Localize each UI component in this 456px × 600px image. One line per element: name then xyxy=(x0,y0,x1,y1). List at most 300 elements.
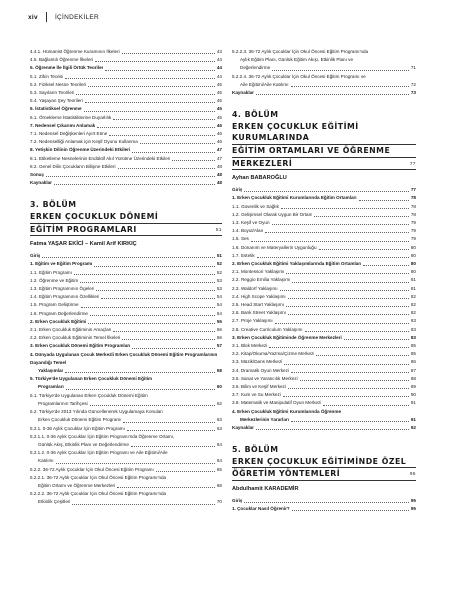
toc-entry[interactable] xyxy=(30,105,222,113)
dot-leader xyxy=(105,70,214,71)
dot-leader xyxy=(94,266,215,267)
toc-entry-title: 5.2.2. 36-72 Aylık Çocuklar İçin Okul Öncesi Eğitim Programı xyxy=(30,466,154,472)
dot-leader xyxy=(74,274,215,275)
toc-entry-title: 2.1. Erken Çocukluk Eğitiminin Amaçları xyxy=(30,327,112,333)
toc-entry-title-continued: Aile Eğitimi/Aile Katılımı xyxy=(240,81,289,87)
dot-leader xyxy=(113,331,214,332)
toc-entry-page: 85 xyxy=(410,351,416,357)
dot-leader xyxy=(85,102,215,103)
toc-entry-line: 5.2.2.3. 36-72 Aylık Çocuklar İçin Okul Öncesi Eğitim Programı'nda xyxy=(232,49,369,54)
toc-entry[interactable] xyxy=(232,424,416,432)
toc-entry-title: 2.8. Creative Curriculum Yaklaşımı xyxy=(232,326,303,332)
toc-entry-title: 7.2. Nedenselliği Anlamak için Keşif Oyunu Kullanma xyxy=(30,139,138,145)
chapter-title-last-line xyxy=(30,224,222,237)
dot-leader xyxy=(88,86,215,87)
chapter-heading xyxy=(232,109,416,170)
dot-leader xyxy=(292,510,409,511)
toc-entry-title: 3. Erken Çocukluk Eğitiminde Öğrenme Merkezleri xyxy=(232,334,342,340)
toc-entry[interactable] xyxy=(232,416,416,424)
toc-entry-page: 73 xyxy=(410,90,416,96)
toc-entry[interactable] xyxy=(30,334,222,342)
toc-entry-title: 8.1. Etiketleme Nesnelerinin Endüktif Akıl Yürütme Üzerindeki Etkileri xyxy=(30,155,171,161)
dot-leader xyxy=(123,422,214,423)
toc-entry-page: 95 xyxy=(410,498,416,504)
toc-entry-page: 46 xyxy=(216,122,222,128)
toc-entry[interactable] xyxy=(30,293,222,301)
toc-entry-page: 54 xyxy=(216,310,222,316)
toc-entry-page: 92 xyxy=(410,425,416,431)
toc-entry-page: 56 xyxy=(216,327,222,333)
toc-entry-line: 5.2.2.4. 36-72 Aylık Çocuklar İçin Okul Öncesi Eğitim Programı ve xyxy=(232,73,366,79)
toc-entry[interactable] xyxy=(232,350,416,358)
toc-entry-page: 80 xyxy=(410,261,416,267)
toc-entry-page: 62 xyxy=(216,400,222,406)
toc-entry-title: 5.4. Yaşayan Şey Teorileri xyxy=(30,98,83,104)
toc-entry[interactable] xyxy=(30,326,222,334)
dot-leader xyxy=(46,176,215,177)
toc-entry-page: 51 xyxy=(216,253,222,259)
toc-entry-title: 2. Erken Çocukluk Eğitimi xyxy=(30,318,87,324)
toc-entry[interactable] xyxy=(232,186,416,194)
toc-entry-title: 5.2.1. 0-36 Aylık Çocuklar İçin Eğitim Programı xyxy=(30,425,125,431)
dot-leader xyxy=(90,405,215,406)
toc-entry-title: 1.6. Donanım ve Materyallerin Uygunluğu xyxy=(232,244,317,250)
toc-entry-title: 7. Nedensel Çıkarımı Anlamak xyxy=(30,122,96,128)
dot-leader xyxy=(65,78,215,79)
toc-entry-line: 5.2.1.1. 0-36 Aylık Çocuklar İçin Eğitim Programı'nda Öğrenme Ortamı, xyxy=(30,433,175,439)
toc-entry-title: 1.3. Eğitim Programının Ögeleri xyxy=(30,286,95,292)
toc-left-column xyxy=(30,48,222,507)
toc-entry[interactable] xyxy=(232,64,416,72)
toc-entry[interactable] xyxy=(30,146,222,154)
toc-entry[interactable] xyxy=(30,122,222,130)
toc-entry-title: 2.5. Head Start Yaklaşımı xyxy=(232,302,284,308)
toc-entry-title: 1. Erken Çocukluk Eğitimi Kurumlarında Eğitim Ortamları xyxy=(232,195,357,201)
toc-entry[interactable] xyxy=(232,391,416,399)
toc-entry-line: 5.2.1.2. 0-36 Aylık Çocuklar İçin Eğitim Programı ve Aile Eğitimi/Aile xyxy=(30,450,168,456)
dot-leader xyxy=(280,290,409,291)
dot-leader xyxy=(291,86,409,87)
dot-leader xyxy=(291,421,409,422)
toc-entry[interactable] xyxy=(30,482,222,490)
toc-entry-title: Giriş xyxy=(232,187,243,193)
dot-leader xyxy=(288,298,409,299)
toc-entry[interactable] xyxy=(30,81,222,89)
toc-entry-line: 4. Dünyada Uygulanan Çocuk Merkezli Erken Çocukluk Dönemi Eğitim Programlarının Dayandığı Temel xyxy=(30,351,218,365)
toc-entry-title: 1. Eğitim ve Eğitim Programı xyxy=(30,261,93,267)
toc-entry-title: 2.6. Bank Street Yaklaşımı xyxy=(232,310,286,316)
toc-entry-title: 4.4.1. Hümanist Öğrenme Kuramının İlkeleri xyxy=(30,49,120,54)
toc-entry-title: 4.5. Bağlantılı Öğrenme İlkeleri xyxy=(30,57,94,63)
toc-entry-page: 87 xyxy=(410,367,416,373)
toc-entry[interactable] xyxy=(232,383,416,391)
toc-entry-title: 2.2. Erken Çocukluk Eğitiminin Temel İlkeleri xyxy=(30,335,121,341)
toc-entry[interactable] xyxy=(232,276,416,284)
toc-entry-page: 81 xyxy=(410,277,416,283)
toc-entry-page: 77 xyxy=(410,187,416,193)
dot-leader xyxy=(84,111,215,112)
toc-entry[interactable] xyxy=(30,498,222,506)
dot-leader xyxy=(257,257,409,258)
toc-entry[interactable] xyxy=(30,138,222,146)
toc-entry[interactable] xyxy=(232,235,416,243)
dot-leader xyxy=(316,355,409,356)
toc-entry-title: 7.1. Nedensel Değişkenleri Ayırt Etme xyxy=(30,131,108,137)
chapter-title-line: EĞİTİM PROGRAMLARI xyxy=(30,224,137,234)
toc-entry-title: 3.4. Dramatik Oyun Merkezi xyxy=(232,367,289,373)
dot-leader xyxy=(281,208,409,209)
toc-entry-page: 78 xyxy=(410,203,416,209)
dot-leader xyxy=(80,282,215,283)
dot-leader xyxy=(283,396,409,397)
toc-entry-page: 89 xyxy=(410,384,416,390)
toc-entry[interactable] xyxy=(232,367,416,375)
dot-leader xyxy=(54,184,215,185)
chapter-title-line: 3. BÖLÜM xyxy=(30,200,77,210)
toc-entry-page: 65 xyxy=(216,466,222,472)
toc-entry-page: 56 xyxy=(216,335,222,341)
toc-entry-title: 6. İstatistiksel Öğrenme xyxy=(30,106,82,112)
dot-leader xyxy=(96,290,215,291)
toc-entry-title-continued: Katılımı xyxy=(38,458,54,464)
toc-entry[interactable] xyxy=(30,89,222,97)
dot-leader xyxy=(140,143,215,144)
toc-entry-line: 5.1. Türkiye'de Uygulanan Erken Çocukluk Dönemi Eğitim xyxy=(30,392,148,398)
toc-entry[interactable] xyxy=(30,466,222,474)
dot-leader xyxy=(284,364,409,365)
toc-entry[interactable] xyxy=(232,342,416,350)
toc-entry-page: 48 xyxy=(216,163,222,169)
toc-entry[interactable] xyxy=(232,309,416,317)
dot-leader xyxy=(323,405,409,406)
toc-entry-page: 54 xyxy=(216,302,222,308)
toc-entry[interactable] xyxy=(30,97,222,105)
toc-entry-title: 1.5. Ses xyxy=(232,236,249,242)
toc-entry[interactable] xyxy=(30,301,222,309)
toc-entry-page: 79 xyxy=(410,236,416,242)
toc-entry-title-continued: Programlarının Tarihçesi xyxy=(38,400,88,406)
toc-entry-title: 8. Yetişkin Dilinin Öğrenme Üzerindeki Etkileri xyxy=(30,147,131,153)
toc-entry-title: 1.6. Program Değerlendirme xyxy=(30,310,88,316)
toc-entry-title-continued: Programları xyxy=(38,384,64,390)
toc-entry-page: 85 xyxy=(410,343,416,349)
toc-entry-page: 95 xyxy=(410,506,416,512)
toc-entry-page: 45 xyxy=(216,90,222,96)
toc-entry[interactable] xyxy=(30,171,222,179)
dot-leader xyxy=(156,471,215,472)
toc-entry[interactable] xyxy=(30,441,222,449)
toc-entry-page: 80 xyxy=(410,244,416,250)
dot-leader xyxy=(81,307,215,308)
toc-entry-page: 82 xyxy=(410,293,416,299)
toc-entry-title: 3. Erken Çocukluk Dönemi Eğitim Programları xyxy=(30,343,131,349)
toc-entry[interactable] xyxy=(232,81,416,89)
toc-entry[interactable] xyxy=(30,56,222,64)
dot-leader xyxy=(314,216,408,217)
toc-entry-title: 5.2. Fiziksel Nesne Teorileri xyxy=(30,81,87,87)
toc-entry-page: 83 xyxy=(410,334,416,340)
toc-entry[interactable] xyxy=(232,301,416,309)
dot-leader xyxy=(256,94,409,95)
toc-entry[interactable] xyxy=(30,269,222,277)
toc-entry-title-continued: Erken Çocukluk Dönemi Eğitim Programı xyxy=(38,417,122,423)
chapter-title-line: ÖĞRETİM YÖNTEMLERİ xyxy=(232,469,341,479)
toc-entry-title-continued: Günlük Akış, Etkinlik Planı ve Değerlendirme xyxy=(38,441,129,447)
toc-entry-page: 68 xyxy=(216,482,222,488)
dot-leader xyxy=(172,160,215,161)
dot-leader xyxy=(244,502,408,503)
toc-entry-title: 1.2. Gelişimsel Olarak Uygun Bir Ortam xyxy=(232,211,313,217)
dot-leader xyxy=(117,487,215,488)
dot-leader xyxy=(272,70,409,71)
toc-entry-page: 44 xyxy=(216,65,222,71)
toc-entry[interactable] xyxy=(30,260,222,268)
toc-entry[interactable] xyxy=(232,244,416,252)
toc-entry[interactable] xyxy=(232,285,416,293)
dot-leader xyxy=(95,61,215,62)
chapter-page: 77 xyxy=(409,160,416,166)
toc-entry-title: 1. Çocuklar Nasıl Öğrenir? xyxy=(232,506,290,512)
toc-entry-page: 78 xyxy=(410,211,416,217)
toc-entry-title: 5.1. Zihin Teorisi xyxy=(30,73,64,79)
toc-entry-page: 54 xyxy=(216,294,222,300)
toc-entry-title: 5.3. Sayıların Teorileri xyxy=(30,90,75,96)
toc-entry-title: 1.7. Estetik xyxy=(232,252,255,258)
toc-entry-title: 1.4. Eğitim Programının Özellikleri xyxy=(30,294,100,300)
toc-entry[interactable] xyxy=(232,260,416,268)
dot-leader xyxy=(319,249,409,250)
dot-leader xyxy=(65,372,215,373)
dot-leader xyxy=(305,331,409,332)
dot-leader xyxy=(66,389,215,390)
toc-entry[interactable] xyxy=(30,73,222,81)
toc-entry-page: 52 xyxy=(216,261,222,267)
toc-entry[interactable] xyxy=(232,203,416,211)
toc-entry-title: 3.7. Kum ve Su Merkezi xyxy=(232,392,281,398)
dot-leader xyxy=(132,152,215,153)
toc-entry[interactable] xyxy=(232,268,416,276)
toc-entry[interactable] xyxy=(30,155,222,163)
toc-entry-title: 3.2. Kitap/Okuma/Yazma/Çizme Merkezi xyxy=(232,351,315,357)
toc-entry-title: 2.7. Proje Yaklaşımı xyxy=(232,318,273,324)
toc-entry-title: 3.5. Sanat ve Yaratıcılık Merkezi xyxy=(232,375,298,381)
dot-leader xyxy=(90,315,215,316)
toc-entry-page: 48 xyxy=(216,172,222,178)
chapter-title-line: ERKEN ÇOCUKLUK EĞİTİMİ KURUMLARINDA xyxy=(232,121,416,145)
dot-leader xyxy=(251,241,409,242)
toc-entry-page: 88 xyxy=(410,375,416,381)
dot-leader xyxy=(269,347,409,348)
toc-entry-page: 82 xyxy=(410,310,416,316)
header-divider xyxy=(46,12,47,22)
toc-entry[interactable] xyxy=(30,457,222,465)
dot-leader xyxy=(288,388,409,389)
toc-entry[interactable] xyxy=(232,375,416,383)
chapter-authors: Fatma YAŞAR EKİCİ – Kamil Arif KIRKIÇ xyxy=(30,241,137,248)
toc-entry-line: 5.2.2.1. 36-72 Aylık Çocuklar İçin Okul Öncesi Eğitim Programı'nda xyxy=(30,474,167,480)
toc-entry-title: 1.5. Program Geliştirme xyxy=(30,302,79,308)
toc-entry-page: 44 xyxy=(216,73,222,79)
toc-entry[interactable] xyxy=(232,505,416,513)
toc-entry-title-continued: Etkinlik Çeşitleri xyxy=(38,499,71,505)
toc-entry-title-continued: Yaklaşımlar xyxy=(38,368,64,374)
toc-entry-page: 46 xyxy=(216,131,222,137)
toc-entry[interactable] xyxy=(30,342,222,350)
toc-entry[interactable] xyxy=(30,179,222,187)
toc-entry-title-continued: Merkezlerinin Yararları xyxy=(240,416,289,422)
toc-entry-title: 1.2. Öğrenme ve Eğitim xyxy=(30,277,79,283)
dot-leader xyxy=(113,119,215,120)
dot-leader xyxy=(300,380,409,381)
toc-entry[interactable] xyxy=(232,399,416,407)
toc-entry-page: 44 xyxy=(216,57,222,63)
toc-entry[interactable] xyxy=(232,326,416,334)
toc-entry-page: 64 xyxy=(216,441,222,447)
toc-entry[interactable] xyxy=(30,48,222,56)
toc-entry-title: 3.1. Blok Merkezi xyxy=(232,343,268,349)
toc-entry-page: 81 xyxy=(410,285,416,291)
chapter-page: 95 xyxy=(409,471,416,477)
chapter-title-last-line xyxy=(232,468,416,481)
toc-entry-title: Kaynaklar xyxy=(232,425,254,431)
toc-entry[interactable] xyxy=(30,383,222,391)
chapter-title-last-line xyxy=(232,158,416,171)
dot-leader xyxy=(359,200,409,201)
toc-entry-page: 78 xyxy=(410,195,416,201)
toc-entry[interactable] xyxy=(30,163,222,171)
dot-leader xyxy=(56,463,215,464)
toc-entry[interactable] xyxy=(232,89,416,97)
chapter-title-line: EĞİTİM ORTAMLARI VE ÖĞRENME xyxy=(232,145,416,158)
toc-entry-page: 86 xyxy=(410,359,416,365)
toc-entry[interactable] xyxy=(30,367,222,375)
toc-entry-page: 45 xyxy=(216,98,222,104)
toc-entry-title: 2.2. Reggio Emilia Yaklaşımı xyxy=(232,277,291,283)
toc-entry-line: Aylık Eğitim Planı, Günlük Eğitim Akışı, Etkinlik Planı ve xyxy=(240,57,354,63)
toc-entry[interactable] xyxy=(30,114,222,122)
dot-leader xyxy=(292,282,409,283)
toc-entry-title: 5. Öğrenme İle İlgili Örtük Teoriler xyxy=(30,65,104,71)
toc-entry[interactable] xyxy=(232,334,416,342)
dot-leader xyxy=(265,232,409,233)
chapter-heading xyxy=(232,444,416,481)
toc-entry-title: 1.1. Eğitim Programı xyxy=(30,269,72,275)
chapter-authors: Abdulhamit KARADEMİR xyxy=(232,486,299,493)
toc-entry-page: 90 xyxy=(410,392,416,398)
toc-entry-page: 48 xyxy=(216,180,222,186)
running-header xyxy=(28,10,99,24)
toc-entry-page: 80 xyxy=(410,269,416,275)
dot-leader xyxy=(88,323,214,324)
toc-entry[interactable] xyxy=(30,130,222,138)
chapter-page: 51 xyxy=(215,226,222,232)
dot-leader xyxy=(122,53,215,54)
toc-entry-title: 2.3. Waldorf Yaklaşımı xyxy=(232,285,278,291)
chapter-authors: Ayhan BABAROĞLU xyxy=(232,175,287,182)
toc-entry-page: 80 xyxy=(410,252,416,258)
toc-entry-title: 1.1. Güvenlik ve Sağlık xyxy=(232,203,279,209)
toc-entry-page: 47 xyxy=(216,155,222,161)
toc-entry-title: 1.3. Keşif ve Oyun xyxy=(232,220,270,225)
toc-entry[interactable] xyxy=(232,252,416,260)
toc-entry-line: 5. Türkiye'de Uygulanan Erken Çocukluk Dönemi Eğitim xyxy=(30,376,153,382)
toc-entry-page: 45 xyxy=(216,114,222,120)
toc-entry-title: 6.1. Örneklerne İstatistiklerine Duyarlılık xyxy=(30,114,112,120)
toc-entry-page: 63 xyxy=(216,417,222,423)
dot-leader xyxy=(344,339,409,340)
toc-entry-page: 55 xyxy=(216,318,222,324)
toc-entry-page: 71 xyxy=(410,65,416,71)
toc-entry-page: 60 xyxy=(216,384,222,390)
toc-entry-title: 2. Erken Çocukluk Eğitimi Yaklaşımlarında Eğitim Ortamları xyxy=(232,261,362,267)
toc-entry-page: 79 xyxy=(410,220,416,225)
dot-leader xyxy=(244,191,408,192)
toc-entry-page: 45 xyxy=(216,81,222,87)
toc-entry[interactable] xyxy=(232,497,416,505)
toc-entry-page: 45 xyxy=(216,106,222,112)
toc-entry-title: 3.8. Matematik ve Manipulatif Oyun Merkezi xyxy=(232,400,322,406)
dot-leader xyxy=(291,372,409,373)
toc-entry[interactable] xyxy=(30,252,222,260)
toc-entry[interactable] xyxy=(232,227,416,235)
toc-entry-page: 63 xyxy=(216,425,222,431)
toc-entry[interactable] xyxy=(232,194,416,202)
toc-entry-page: 70 xyxy=(216,499,222,505)
chapter-title-line: MERKEZLERİ xyxy=(232,158,293,168)
toc-entry-page: 64 xyxy=(216,458,222,464)
toc-entry[interactable] xyxy=(30,400,222,408)
toc-entry[interactable] xyxy=(232,211,416,219)
toc-entry[interactable] xyxy=(30,310,222,318)
toc-entry-page: 91 xyxy=(410,416,416,422)
toc-entry-title: 3.6. Bilim ve Keşif Merkezi xyxy=(232,384,286,390)
dot-leader xyxy=(131,446,215,447)
toc-entry-title: Kaynaklar xyxy=(30,180,52,186)
dot-leader xyxy=(109,135,215,136)
toc-entry-title: 2.1. Montessori Yaklaşımı xyxy=(232,269,285,275)
header-title: İÇİNDEKİLER xyxy=(54,13,100,21)
dot-leader xyxy=(72,504,214,505)
toc-entry-line: 5.2. Türkiye'de 2013 Yılında Güncellenerek Uygulamaya Konulan xyxy=(30,409,163,415)
dot-leader xyxy=(42,257,214,258)
toc-entry[interactable] xyxy=(232,293,416,301)
toc-entry-page: 72 xyxy=(410,81,416,87)
chapter-heading xyxy=(30,199,222,236)
toc-entry[interactable] xyxy=(30,318,222,326)
toc-entry-page: 53 xyxy=(216,277,222,283)
toc-entry[interactable] xyxy=(30,425,222,433)
toc-entry[interactable] xyxy=(232,358,416,366)
page-number: xiv xyxy=(28,13,38,21)
dot-leader xyxy=(256,429,409,430)
toc-entry-page: 82 xyxy=(410,302,416,308)
toc-entry[interactable] xyxy=(30,416,222,424)
toc-entry[interactable] xyxy=(232,317,416,325)
toc-entry-title-continued: Değerlendirme xyxy=(240,65,271,71)
dot-leader xyxy=(363,265,409,266)
dot-leader xyxy=(272,224,409,225)
toc-entry-title: 8.2. Genel Dilin Çocukların Bilişine Etkileri xyxy=(30,163,116,169)
toc-entry[interactable] xyxy=(30,285,222,293)
toc-entry-title: Sonuç xyxy=(30,172,45,178)
dot-leader xyxy=(97,127,215,128)
toc-entry[interactable] xyxy=(30,277,222,285)
toc-entry[interactable] xyxy=(232,219,416,227)
dot-leader xyxy=(286,306,409,307)
toc-entry[interactable] xyxy=(30,64,222,72)
toc-entry-page: 83 xyxy=(410,318,416,324)
dot-leader xyxy=(288,314,409,315)
